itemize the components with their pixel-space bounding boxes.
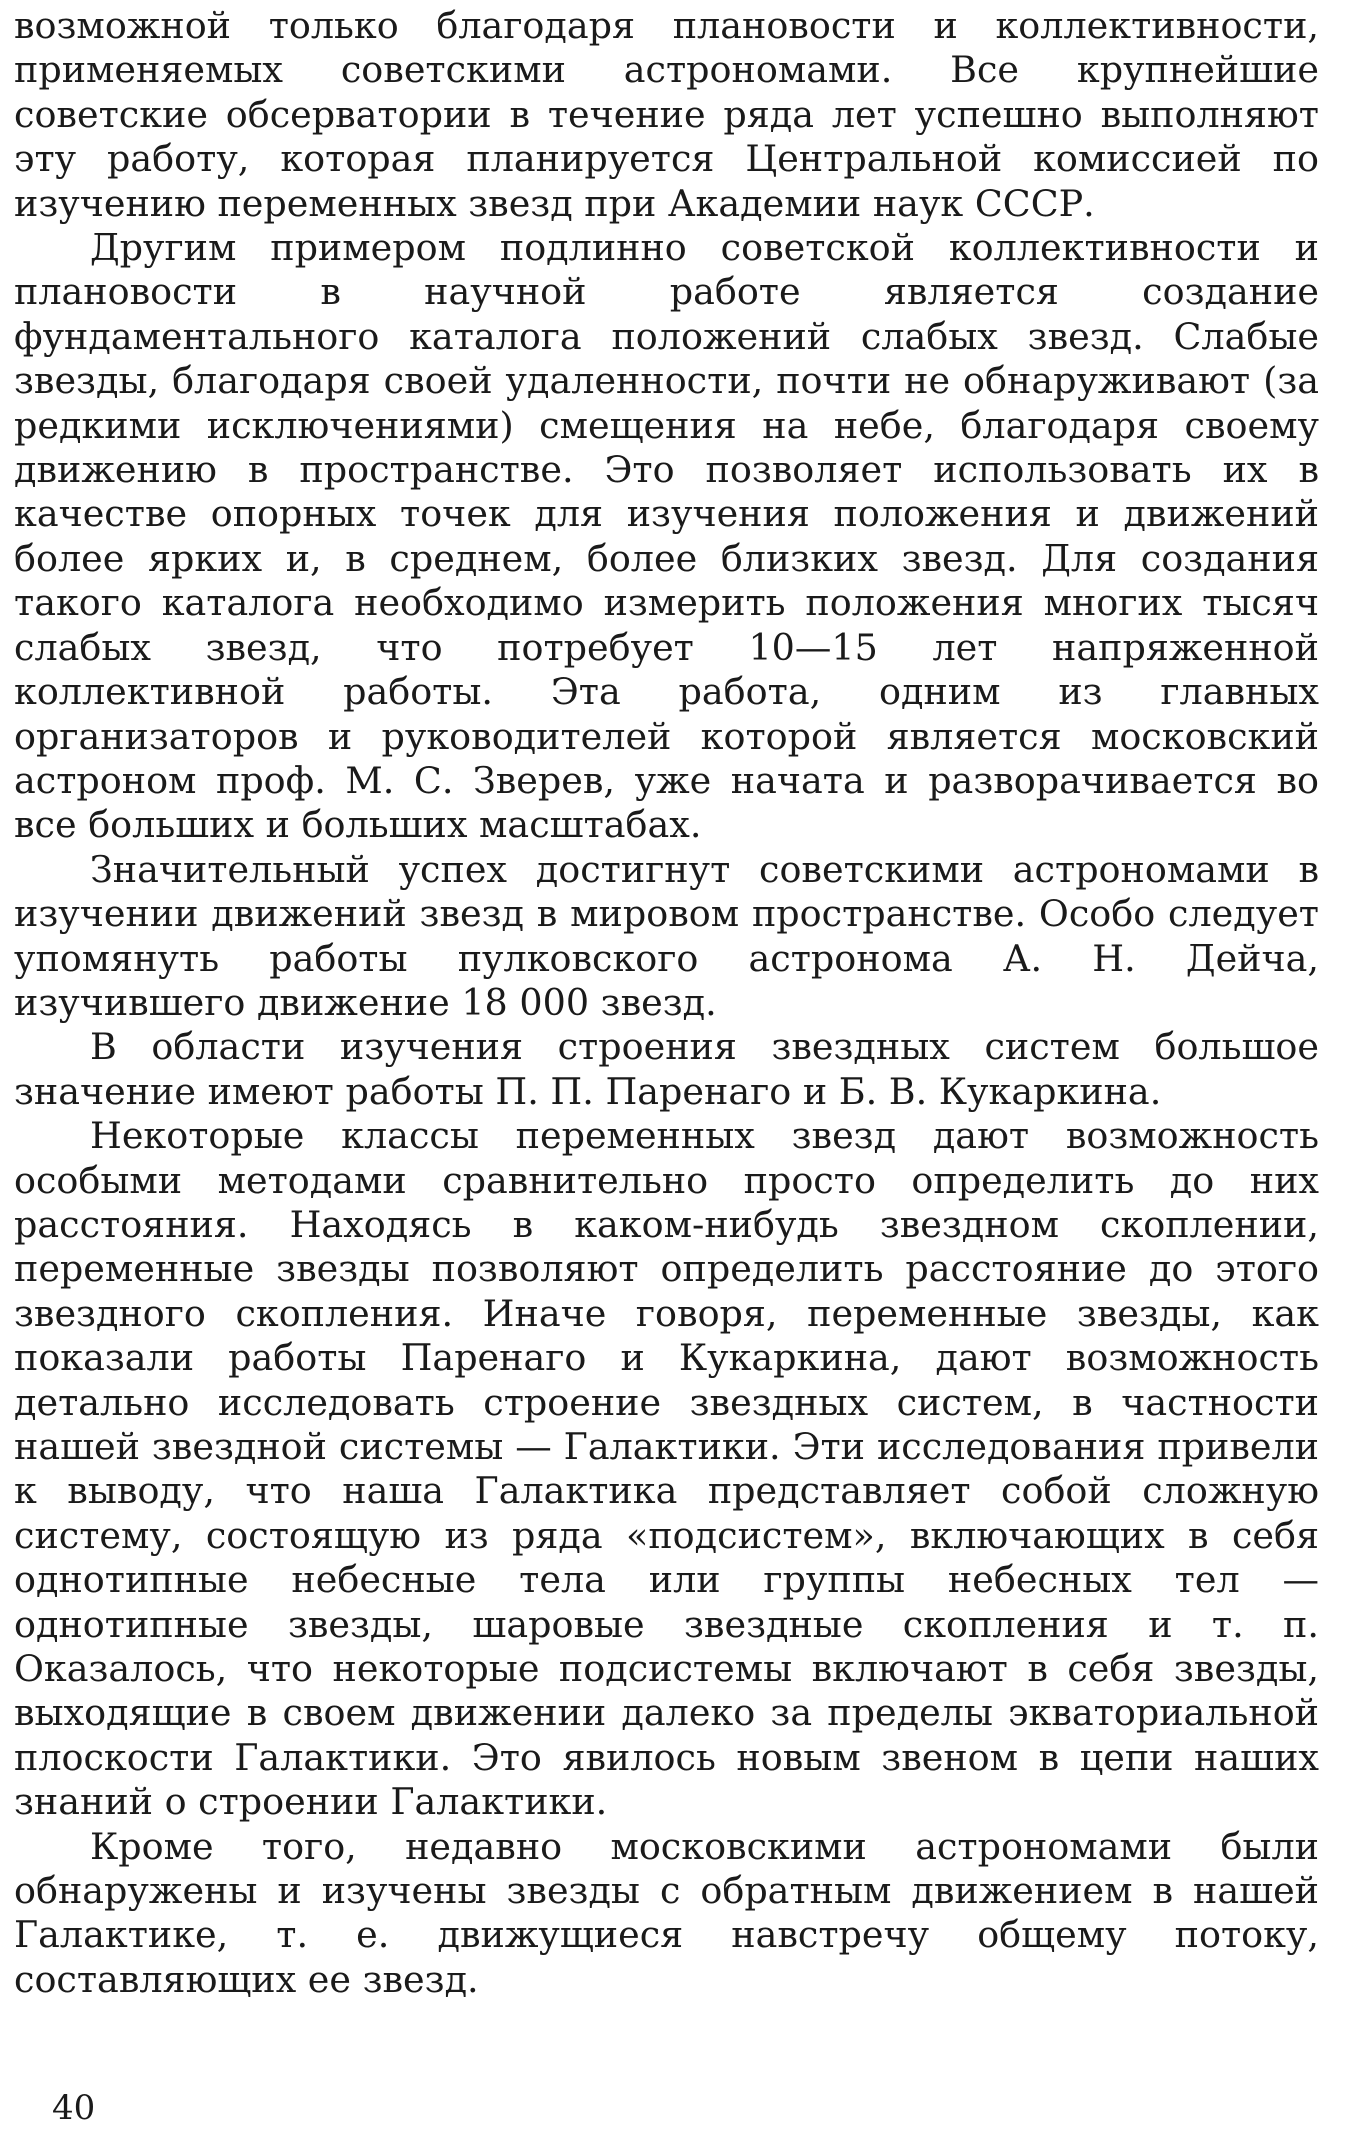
- paragraph-5: Некоторые классы переменных звезд дают возможность особыми методами сравнительно просто определить до них расстояния. Находясь в каком-нибудь звездном скоплении, переменные звезды позволяют определить расстояние до этого звездного скопления. Иначе говоря, переменные звезды, как показали работы Паренаго и Кукаркина, дают возможность детально исследовать строение звездных систем, в частности нашей звездной системы — Галактики. Эти исследования привели к выводу, что наша Галактика представляет собой сложную систему, состоящую из ряда «подсистем», включающих в себя однотипные небесные тела или группы небесных тел — однотипные звезды, шаровые звездные скопления и т. п. Оказалось, что некоторые подсистемы включают в себя звезды, выходящие в своем движении далеко за пределы экваториальной плоскости Галактики. Это явилось новым звеном в цепи наших знаний о строении Галактики.: [14, 1114, 1319, 1824]
- paragraph-6: Кроме того, недавно московскими астрономами были обнаружены и изучены звезды с обратным движением в нашей Галактике, т. е. движущиеся навстречу общему потоку, составляющих ее звезд.: [14, 1824, 1319, 2001]
- paragraph-4: В области изучения строения звездных систем большое значение имеют работы П. П. Паренаго и Б. В. Кукаркина.: [14, 1025, 1319, 1113]
- paragraph-2: Другим примером подлинно советской коллективности и плановости в научной работе является создание фундаментального каталога положений слабых звезд. Слабые звезды, благодаря своей удаленности, почти не обнаруживают (за редкими исключениями) смещения на небе, благодаря своему движению в пространстве. Это позволяет использовать их в качестве опорных точек для изучения положения и движений более ярких и, в среднем, более близких звезд. Для создания такого каталога необходимо измерить положения многих тысяч слабых звезд, что потребует 10—15 лет напряженной коллективной работы. Эта работа, одним из главных организаторов и руководителей которой является московский астроном проф. М. С. Зверев, уже начата и разворачивается во все больших и больших масштабах.: [14, 226, 1319, 847]
- paragraph-3: Значительный успех достигнут советскими астрономами в изучении движений звезд в мировом пространстве. Особо следует упомянуть работы пулковского астронома А. Н. Дейча, изучившего движение 18 000 звезд.: [14, 847, 1319, 1024]
- document-page: [14, 4, 1319, 2002]
- page-number: 40: [52, 2088, 96, 2128]
- paragraph-1: возможной только благодаря плановости и коллективности, применяемых советскими астрономами. Все крупнейшие советские обсерватории в течение ряда лет успешно выполняют эту работу, которая планируется Центральной комиссией по изучению переменных звезд при Академии наук СССР.: [14, 4, 1319, 225]
